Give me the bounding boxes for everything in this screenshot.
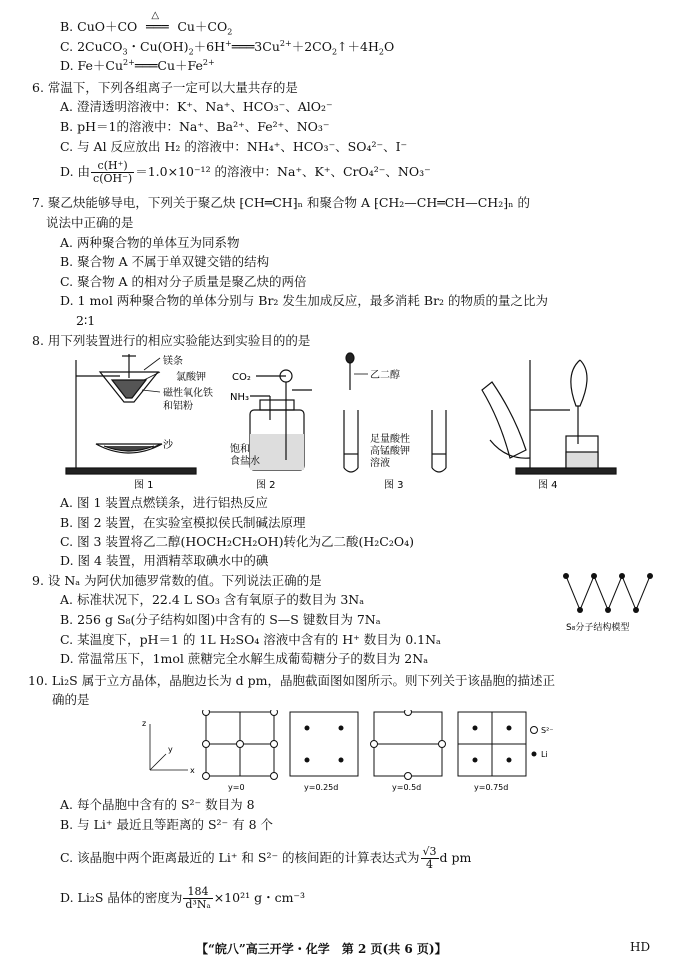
axis-x: x	[190, 766, 195, 775]
axis-z: z	[142, 719, 147, 728]
panel-y05-s-ions	[371, 710, 446, 780]
fig1-label-kclo3: 氯酸钾	[176, 372, 206, 383]
q10-cross-sections	[140, 710, 560, 796]
heat-symbol: △	[151, 10, 160, 21]
q6-option-c: C. 与 Al 反应放出 H₂ 的溶液中：NH₄⁺、HCO₃⁻、SO₄²⁻、I⁻	[60, 139, 408, 154]
legend-li: Li	[541, 750, 548, 759]
q8-option-c: C. 图 3 装置将乙二醇(HOCH₂CH₂OH)转化为乙二酸(H₂C₂O₄)	[60, 534, 414, 549]
fig2-label-co2: CO₂	[232, 372, 251, 383]
q10-stem-cont: 确的是	[52, 692, 90, 707]
fig2-label-nh3: NH₃	[230, 392, 250, 403]
s8-model-label: S₈分子结构模型	[566, 623, 630, 633]
figure-2	[250, 370, 312, 470]
fig2-label-brine: 食盐水	[230, 456, 260, 467]
legend-s-icon	[531, 727, 538, 734]
q9-option-d: D. 常温常压下，1mol 蔗糖完全水解生成葡萄糖分子的数目为 2Nₐ	[60, 651, 429, 666]
q8-option-d: D. 图 4 装置，用酒精萃取碘水中的碘	[60, 553, 269, 568]
figure-4	[482, 360, 616, 474]
q9-option-a: A. 标准状况下，22.4 L SO₃ 含有氧原子的数目为 3Nₐ	[60, 592, 365, 607]
legend-s: S²⁻	[541, 726, 554, 735]
fig3-caption: 图 3	[384, 480, 404, 491]
q7-stem-cont: 说法中正确的是	[46, 215, 134, 230]
q10-stem: 10. Li₂S 属于立方晶体，晶胞边长为 d pm，晶胞截面图如图所示。则下列关于该晶胞的描述正	[28, 673, 556, 688]
q7-option-d: D. 1 mol 两种聚合物的单体分别与 Br₂ 发生加成反应，最多消耗 Br₂ 的物质的量之比为	[60, 293, 549, 308]
fig1-label-mg: 镁条	[163, 356, 183, 367]
panel-label-0: y=0	[228, 783, 245, 792]
q10-option-a: A. 每个晶胞中含有的 S²⁻ 数目为 8	[60, 797, 255, 812]
fig1-label-fe3o4: 磁性氧化铁	[163, 388, 213, 399]
panel-label-3: y=0.75d	[474, 783, 509, 792]
panel-y075	[458, 712, 526, 776]
q10-option-c: C. 该晶胞中两个距离最近的 Li⁺ 和 S²⁻ 的核间距的计算表达式为 $\frac{√3}{4}$ d pm	[60, 845, 472, 871]
panel-label-1: y=0.25d	[304, 783, 339, 792]
q8-figures	[60, 350, 640, 492]
panel-label-2: y=0.5d	[392, 783, 422, 792]
panel-y025	[290, 712, 358, 776]
fraction: $\frac{c(H^+)}{c(OH^-)}$	[93, 159, 133, 185]
fig1-caption: 图 1	[134, 480, 154, 491]
q5-option-d: D. $Fe+Cu^{2+}═══Cu+Fe^{2+}$	[60, 57, 215, 73]
q10-option-d: D. Li₂S 晶体的密度为 $\frac{184}{\text{d³Nₐ}}$ ×10²¹ g・cm⁻³	[60, 885, 306, 911]
footer-code: HD	[630, 940, 651, 954]
q10-option-b: B. 与 Li⁺ 最近且等距离的 S²⁻ 有 8 个	[60, 817, 273, 832]
q7-option-a: A. 两种聚合物的单体互为同系物	[60, 235, 240, 250]
q7-option-c: C. 聚合物 A 的相对分子质量是聚乙炔的两倍	[60, 274, 307, 289]
q5-option-c: C. 2CuCO$_3$・$Cu(OH)_2+6H^+═══3Cu^{2+}+2CO_2↑+4H_2O$	[60, 38, 395, 57]
q7-stem: 7. 聚乙炔能够导电，下列关于聚乙炔 ⁅CH═CH⁆ₙ 和聚合物 A ⁅CH₂—CH═CH—CH₂⁆ₙ 的	[32, 195, 530, 210]
fig3-label-glycol: 乙二醇	[370, 370, 400, 381]
fraction: $\frac{184}{\text{d³Nₐ}}$	[185, 885, 211, 911]
q6-option-d: D. 由 $\frac{c(H^+)}{c(OH^-)}$ ＝1.0×10⁻¹² 的溶液中：Na⁺、K⁺、CrO₄²⁻、NO₃⁻	[60, 159, 431, 185]
q8-option-b: B. 图 2 装置，在实验室模拟侯氏制碱法原理	[60, 515, 306, 530]
axis-y: y	[168, 745, 173, 754]
q9-option-c: C. 某温度下，pH＝1 的 1L H₂SO₄ 溶液中含有的 H⁺ 数目为 0.1Nₐ	[60, 632, 441, 647]
fig4-caption: 图 4	[538, 480, 558, 491]
panel-y05	[374, 712, 442, 776]
q6-option-a: A. 澄清透明溶液中：K⁺、Na⁺、HCO₃⁻、AlO₂⁻	[60, 99, 333, 114]
fig1-label-al: 和铝粉	[163, 401, 193, 412]
fig3-label-kmno4: 高锰酸钾	[370, 446, 410, 457]
q9-option-b: B. 256 g S₈(分子结构如图)中含有的 S—S 键数目为 7Nₐ	[60, 612, 381, 627]
q8-option-a: A. 图 1 装置点燃镁条，进行铝热反应	[60, 495, 268, 510]
q7-option-b: B. 聚合物 A 不属于单双键交错的结构	[60, 254, 270, 269]
q9-stem: 9. 设 Nₐ 为阿伏加德罗常数的值。下列说法正确的是	[32, 573, 322, 588]
fig3-label-acid: 足量酸性	[370, 434, 410, 445]
q5-option-b: B. CuO＋CO △ ═══ $Cu+CO_2$	[60, 18, 232, 36]
legend-li-icon	[532, 752, 537, 757]
fig1-label-sand: 沙	[163, 440, 173, 451]
q7-option-d-cont: 2∶1	[76, 313, 96, 328]
fig3-label-solution: 溶液	[370, 458, 390, 469]
q8-stem: 8. 用下列装置进行的相应实验能达到实验目的的是	[32, 333, 311, 348]
footer-title: 【“皖八”高三开学・化学 第 2 页(共 6 页)】	[196, 942, 447, 956]
fig2-label-saturated: 饱和	[230, 444, 250, 455]
fig2-caption: 图 2	[256, 480, 276, 491]
s8-model	[558, 570, 666, 636]
fraction: $\frac{√3}{4}$	[422, 845, 437, 871]
q6-stem: 6. 常温下，下列各组离子一定可以大量共存的是	[32, 80, 298, 95]
panel-y025-li-ions	[305, 726, 344, 763]
q6-option-b: B. pH＝1的溶液中：Na⁺、Ba²⁺、Fe²⁺、NO₃⁻	[60, 119, 330, 134]
